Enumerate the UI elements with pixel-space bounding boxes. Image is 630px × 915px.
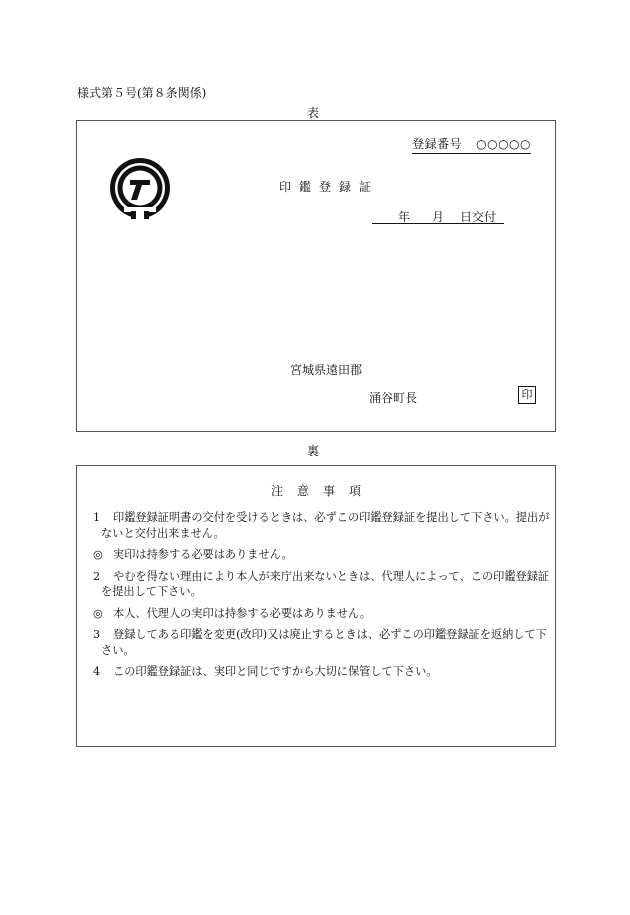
notes-list [93, 510, 551, 686]
list-item [93, 510, 551, 541]
note-text: 本人、代理人の実印は持参する必要はありません。 [113, 606, 371, 620]
list-item [93, 606, 551, 622]
note-mark: ◎ [93, 606, 103, 620]
note-text: 印鑑登録証明書の交付を受けるときは、必ずこの印鑑登録証を提出して下さい。提出がないと交付出来ません。 [101, 511, 550, 540]
issuer-prefecture: 宮城県遠田郡 [290, 363, 363, 377]
note-text: この印鑑登録証は、実印と同じですから大切に保管して下さい。 [113, 665, 438, 678]
front-side-label: 表 [306, 106, 319, 120]
form-number-label: 様式第５号(第８条関係) [77, 86, 207, 100]
note-mark: ◎ [93, 548, 103, 561]
list-item [93, 547, 551, 563]
certificate-front [76, 120, 556, 432]
note-text: 実印は持参する必要はありません。 [113, 548, 293, 561]
notes-title: 注意事項 [270, 484, 375, 498]
note-mark: 3 [93, 628, 101, 641]
certificate-back [76, 465, 556, 747]
note-text: 登録してある印鑑を変更(改印)又は廃止するときは、必ずこの印鑑登録証を返納して下さい。 [101, 628, 547, 657]
note-text: やむを得ない理由により本人が来庁出来ないときは、代理人によって、この印鑑登録証を提出して下さい。 [101, 569, 550, 598]
certificate-title: 印鑑登録証 [279, 180, 380, 194]
registration-number-label: 登録番号 [412, 137, 463, 151]
issue-year-label: 年 [398, 210, 411, 224]
official-stamp: 印 [518, 386, 536, 404]
back-side-label: 裏 [306, 444, 319, 458]
note-mark: 2 [93, 569, 101, 583]
town-emblem-icon [109, 157, 171, 219]
issue-month-label: 月 [432, 210, 445, 224]
issue-day-label: 日交付 [460, 210, 497, 224]
note-mark: 1 [93, 511, 101, 524]
list-item [93, 664, 551, 680]
registration-number [412, 135, 531, 154]
note-mark: 4 [93, 665, 101, 678]
issue-date-line [372, 208, 504, 224]
list-item [93, 569, 551, 600]
registration-number-value: ○○○○○ [476, 137, 531, 151]
list-item [93, 627, 551, 658]
issuer-mayor: 涌谷町長 [369, 391, 418, 405]
